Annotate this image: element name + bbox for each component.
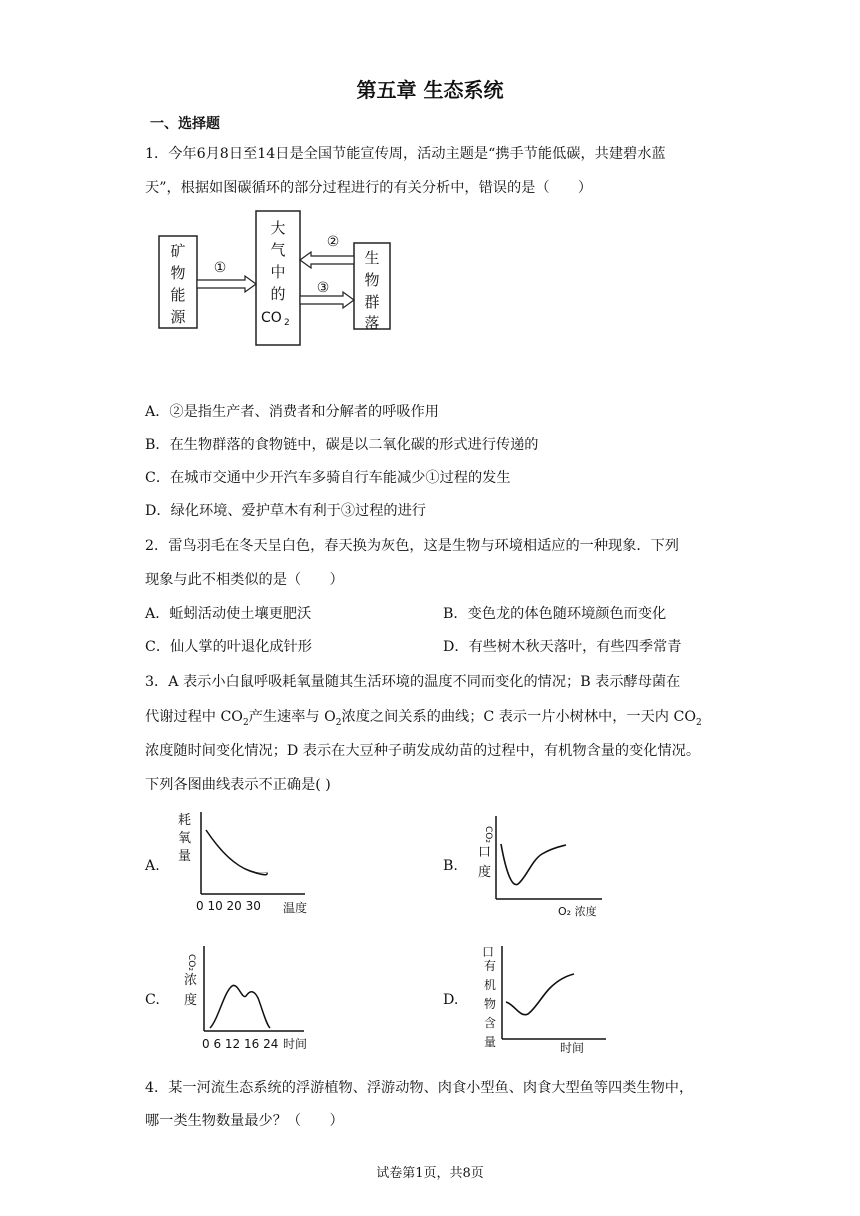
graph-d-ylabel-3: 机 [484, 978, 497, 992]
mineral-char-1: 矿 [170, 242, 186, 260]
graph-a-ylabel-1: 耗 [178, 813, 192, 828]
mineral-char-4: 源 [170, 308, 186, 326]
graph-d-ylabel-6: 量 [484, 1035, 497, 1049]
q1-option-c: C．在城市交通中少开汽车多骑自行车能减少①过程的发生 [145, 470, 511, 486]
arrow-1 [197, 276, 256, 292]
graph-d-xlabel: 时间 [560, 1041, 585, 1055]
q3-sub-o2: 2 [335, 717, 342, 728]
graph-b-ylabel-top: CO₂ [483, 826, 493, 843]
graph-a-ylabel-2: 氧 [178, 831, 192, 846]
q3-sub-co2-b: 2 [696, 717, 702, 728]
graph-b [474, 812, 614, 922]
arrow-2 [300, 252, 354, 268]
graph-b-curve [501, 844, 566, 885]
q1-option-a: A．②是指生产者、消费者和分解者的呼吸作用 [145, 404, 439, 420]
graph-b-ylabel-1: 口 [478, 845, 492, 860]
graph-d-ylabel-2: 有 [484, 959, 497, 973]
q3-line2-part1: 代谢过程中 CO [145, 709, 243, 725]
bio-char-4: 落 [364, 314, 380, 332]
atmo-char-2: 气 [270, 241, 286, 259]
graph-d-ylabel-5: 含 [484, 1016, 497, 1030]
graph-c-curve [210, 985, 270, 1028]
graph-c-xlabel: 时间 [283, 1037, 308, 1051]
mineral-char-3: 能 [170, 286, 186, 304]
q2-line1: 2．雷鸟羽毛在冬天呈白色，春天换为灰色，这是生物与环境相适应的一种现象．下列 [145, 538, 679, 554]
graph-a-ticks: 0 10 20 30 [196, 899, 261, 913]
graph-a-ylabel-3: 量 [178, 849, 192, 864]
graph-c-ylabel-1: 浓 [184, 973, 198, 988]
q4-line2: 哪一类生物数量最少？（ ） [145, 1113, 344, 1129]
atmo-co2-subscript: 2 [284, 318, 290, 328]
graph-b-xlabel: O₂ 浓度 [558, 905, 597, 918]
graph-b-ylabel-2: 度 [478, 865, 492, 880]
q3-sub-co2-a: 2 [242, 717, 249, 728]
arrow-2-label: ② [326, 234, 340, 250]
arrow-3-label: ③ [316, 280, 330, 296]
q1-option-d: D．绿化环境、爱护草木有利于③过程的进行 [145, 503, 426, 519]
graph-a [170, 808, 320, 918]
graph-a-label: A. [145, 858, 160, 874]
carbon-cycle-diagram [155, 208, 395, 350]
page-title: 第五章 生态系统 [356, 78, 504, 102]
graph-d [476, 942, 616, 1057]
bio-char-1: 生 [364, 249, 380, 267]
atmo-char-3: 中 [270, 263, 286, 281]
q2-option-a: A．蚯蚓活动使土壤更肥沃 [145, 606, 312, 622]
arrow-1-label: ① [213, 260, 227, 276]
graph-d-curve [506, 974, 574, 1015]
graph-c-ylabel-top: CO₂ [186, 954, 196, 971]
graph-d-ylabel-4: 物 [484, 997, 497, 1011]
atmo-co2-label: CO [261, 310, 282, 326]
mineral-char-2: 物 [170, 264, 186, 282]
graph-b-label: B. [443, 858, 458, 874]
q2-line2: 现象与此不相类似的是（ ） [145, 572, 344, 588]
graph-a-curve [206, 830, 267, 875]
graph-c [180, 942, 320, 1057]
section-heading: 一、选择题 [150, 116, 220, 132]
q3-line3: 浓度随时间变化情况；D 表示在大豆种子萌发成幼苗的过程中，有机物含量的变化情况。 [145, 743, 701, 759]
graph-a-xlabel: 温度 [283, 901, 308, 915]
q2-option-b: B．变色龙的体色随环境颜色而变化 [443, 606, 667, 622]
q3-line4: 下列各图曲线表示不正确是( ) [145, 777, 331, 793]
q3-line1: 3．A 表示小白鼠呼吸耗氧量随其生活环境的温度不同而变化的情况；B 表示酵母菌在 [145, 674, 681, 690]
graph-d-ylabel-1: 口 [482, 945, 495, 959]
graph-d-label: D. [443, 992, 459, 1008]
bio-char-2: 物 [364, 271, 380, 289]
page-footer: 试卷第1页，共8页 [376, 1166, 484, 1181]
atmo-char-4: 的 [270, 285, 286, 303]
q2-option-d: D．有些树木秋天落叶，有些四季常青 [443, 639, 682, 655]
graph-c-ylabel-2: 度 [184, 993, 198, 1008]
q3-line2-part2: 产生速率与 O [248, 709, 336, 725]
bio-char-3: 群 [364, 293, 380, 311]
q3-line2 [145, 706, 702, 728]
atmo-char-1: 大 [270, 219, 286, 237]
q1-line1: 1．今年6月8日至14日是全国节能宣传周，活动主题是“携手节能低碳，共建碧水蓝 [145, 146, 666, 162]
graph-c-label: C. [145, 992, 160, 1008]
q1-line2: 天”，根据如图碳循环的部分过程进行的有关分析中，错误的是（ ） [145, 180, 593, 196]
q2-option-c: C．仙人掌的叶退化成针形 [145, 639, 312, 655]
q3-line2-part3: 浓度之间关系的曲线；C 表示一片小树林中，一天内 CO [341, 709, 696, 725]
q1-option-b: B．在生物群落的食物链中，碳是以二氧化碳的形式进行传递的 [145, 437, 539, 453]
q4-line1: 4．某一河流生态系统的浮游植物、浮游动物、肉食小型鱼、肉食大型鱼等四类生物中， [145, 1080, 694, 1096]
graph-c-ticks: 0 6 12 16 24 [202, 1037, 279, 1051]
